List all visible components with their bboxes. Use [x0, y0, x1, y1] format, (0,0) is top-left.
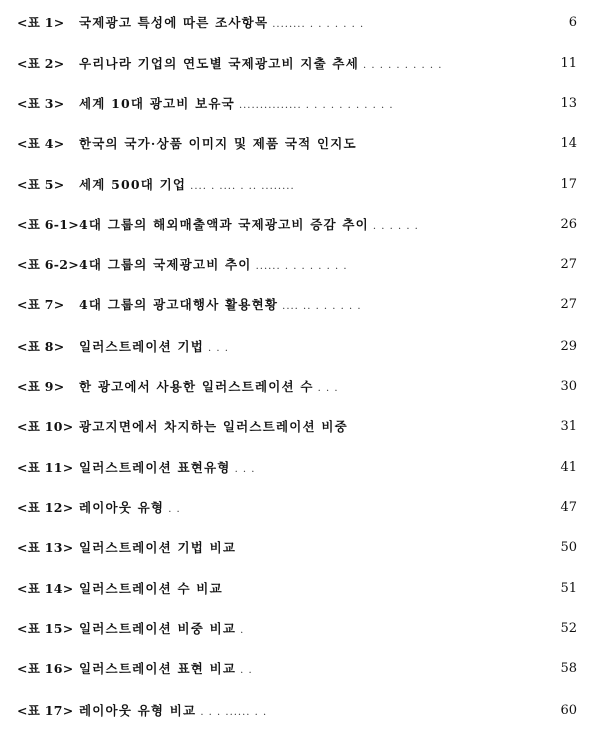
toc-entry-label: <표 12>	[17, 500, 74, 515]
toc-entry-page-number: 29	[560, 338, 577, 354]
toc-entry	[17, 91, 577, 115]
dot-leader: . .	[240, 664, 253, 676]
toc-entry-label: <표 4>	[17, 136, 65, 151]
dot-leader: ............... . . . . . . . . . . .	[238, 99, 394, 111]
toc-entry-page-number: 26	[560, 216, 577, 232]
toc-entry-title: 일러스트레이션 수 비교	[79, 581, 223, 596]
toc-entry	[17, 616, 577, 640]
toc-entry-label: <표 11>	[17, 460, 74, 475]
toc-entry	[17, 212, 577, 236]
toc-entry-page-number: 41	[560, 459, 577, 475]
toc-entry-title: 세계 10대 광고비 보유국	[79, 96, 235, 111]
dot-leader: . .	[168, 503, 181, 515]
toc-entry-label: <표 8>	[17, 339, 65, 354]
dot-leader: . . . ...... . .	[200, 706, 268, 718]
toc-entry	[17, 374, 577, 398]
toc-entry-title: 4대 그룹의 해외매출액과 국제광고비 증감 추이	[79, 217, 369, 232]
toc-entry-title: 한 광고에서 사용한 일러스트레이션 수	[79, 379, 314, 394]
toc-entry	[17, 172, 577, 196]
toc-entry	[17, 455, 577, 479]
dot-leader: .... .. . . . . . .	[282, 300, 362, 312]
toc-entry-title: 일러스트레이션 표현 비교	[79, 661, 237, 676]
toc-entry-title: 한국의 국가·상품 이미지 및 제품 국적 인지도	[79, 136, 357, 151]
toc-entry-page-number: 17	[560, 176, 577, 192]
toc-entry-label: <표 16>	[17, 661, 74, 676]
dot-leader: . . . . . . . . . .	[363, 59, 443, 71]
toc-entry-page-number: 27	[560, 296, 577, 312]
toc-entry	[17, 698, 577, 722]
toc-entry	[17, 131, 577, 155]
toc-entry-label: <표 6-2>	[17, 257, 80, 272]
toc-entry-label: <표 9>	[17, 379, 65, 394]
toc-entry	[17, 414, 577, 438]
dot-leader: . . . . . .	[372, 220, 419, 232]
toc-entry-label: <표 2>	[17, 56, 65, 71]
toc-entry-page-number: 51	[560, 580, 577, 596]
toc-entry-title: 일러스트레이션 비중 비교	[79, 621, 237, 636]
toc-entry	[17, 10, 577, 34]
toc-entry-label: <표 1>	[17, 15, 65, 30]
dot-leader: . . .	[208, 342, 229, 354]
toc-entry-page-number: 52	[560, 620, 577, 636]
toc-entry	[17, 495, 577, 519]
toc-entry-title: 우리나라 기업의 연도별 국제광고비 지출 추세	[79, 56, 359, 71]
toc-entry-title: 일러스트레이션 표현유형	[79, 460, 231, 475]
toc-entry-page-number: 47	[560, 499, 577, 515]
toc-entry-label: <표 10>	[17, 419, 74, 434]
dot-leader: ...... . . . . . . . .	[255, 260, 348, 272]
toc-entry-page-number: 27	[560, 256, 577, 272]
toc-entry-title: 4대 그룹의 광고대행사 활용현황	[79, 297, 279, 312]
toc-entry-label: <표 17>	[17, 703, 74, 718]
toc-entry-label: <표 14>	[17, 581, 74, 596]
toc-entry-page-number: 58	[560, 660, 577, 676]
toc-entry	[17, 334, 577, 358]
toc-entry	[17, 252, 577, 276]
toc-entry	[17, 656, 577, 680]
toc-entry	[17, 292, 577, 316]
dot-leader: . . .	[234, 463, 256, 475]
toc-entry-label: <표 7>	[17, 297, 65, 312]
toc-entry	[17, 576, 577, 600]
toc-entry-page-number: 60	[560, 702, 577, 718]
toc-entry-page-number: 31	[560, 418, 577, 434]
toc-entry-page-number: 50	[560, 539, 577, 555]
dot-leader: .	[240, 624, 245, 636]
toc-entry-title: 광고지면에서 차지하는 일러스트레이션 비중	[79, 419, 348, 434]
toc-entry-label: <표 3>	[17, 96, 65, 111]
toc-entry-page-number: 6	[568, 14, 577, 30]
toc-entry-page-number: 14	[560, 135, 577, 151]
toc-entry	[17, 51, 577, 75]
toc-entry-title: 일러스트레이션 기법 비교	[79, 540, 237, 555]
toc-entry-page-number: 13	[560, 95, 577, 111]
toc-entry-title: 레이아웃 유형	[79, 500, 165, 515]
dot-leader: .... . .... . .. ........	[190, 180, 295, 192]
dot-leader: ........ . . . . . . .	[272, 18, 365, 30]
toc-entry-title: 레이아웃 유형 비교	[79, 703, 197, 718]
toc-entry-title: 4대 그룹의 국제광고비 추이	[79, 257, 252, 272]
toc-entry-title: 세계 500대 기업	[79, 177, 187, 192]
toc-entry	[17, 535, 577, 559]
toc-entry-page-number: 11	[560, 55, 577, 71]
toc-entry-label: <표 15>	[17, 621, 74, 636]
toc-entry-label: <표 13>	[17, 540, 74, 555]
toc-entry-title: 국제광고 특성에 따른 조사항목	[79, 15, 269, 30]
toc-entry-title: 일러스트레이션 기법	[79, 339, 205, 354]
toc-entry-label: <표 5>	[17, 177, 65, 192]
toc-entry-label: <표 6-1>	[17, 217, 80, 232]
toc-entry-page-number: 30	[560, 378, 577, 394]
dot-leader: . . .	[317, 382, 339, 394]
